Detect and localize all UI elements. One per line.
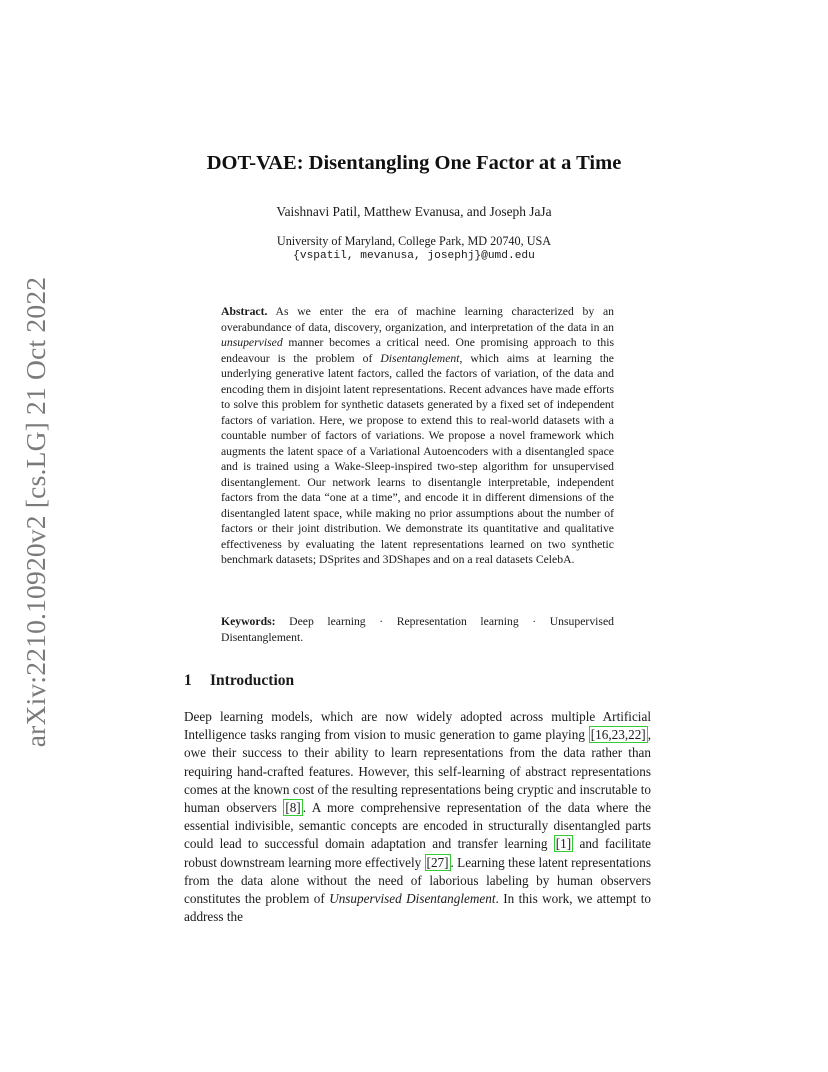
keywords <box>221 614 614 645</box>
abstract-emphasis-1: unsupervised <box>221 336 283 349</box>
intro-text-6: . In this work, we attempt to address the <box>184 891 652 925</box>
abstract <box>221 304 614 568</box>
keywords-label: Keywords: <box>221 615 276 628</box>
abstract-label: Abstract. <box>221 305 268 318</box>
intro-text-3: . A more comprehensive representation of the data where the essential indivisible, semantic concepts are encoded in structurally disentangled parts could lead to successful domain adaptation and transfer learning <box>184 800 651 852</box>
abstract-text-1: As we enter the era of machine learning characterized by an overabundance of data, discovery, organization, and interpretation of the data in an <box>221 305 614 334</box>
intro-emphasis: Unsupervised Disentanglement <box>329 891 496 907</box>
intro-text-1: Deep learning models, which are now widely adopted across multiple Artificial Intelligence tasks ranging from vision to music generation to game playing <box>184 709 651 743</box>
section-heading <box>184 672 294 690</box>
arxiv-identifier-stamp: arXiv:2210.10920v2 [cs.LG] 21 Oct 2022 <box>20 276 51 748</box>
citation-link[interactable]: [1] <box>555 836 572 852</box>
paper-authors: Vaishnavi Patil, Matthew Evanusa, and Joseph JaJa <box>276 204 552 219</box>
section-number: 1 <box>184 672 192 689</box>
keywords-text: Deep learning · Representation learning · Unsupervised Disentanglement. <box>221 615 614 644</box>
author-emails: {vspatil, mevanusa, josephj}@umd.edu <box>293 250 535 262</box>
intro-text-4: and facilitate robust downstream learning more effectively <box>184 836 651 870</box>
intro-text-2: , owe their success to their ability to learn representations from the data rather than requiring hand-crafted features. However, this self-learning of abstract representations comes at the known cost of the resulting representations being cryptic and inscrutable to human observers <box>184 727 651 816</box>
affiliation: University of Maryland, College Park, MD 20740, USA <box>276 234 552 248</box>
citation-link[interactable]: [8] <box>285 800 301 816</box>
section-title: Introduction <box>210 672 295 689</box>
abstract-emphasis-2: Disentanglement <box>380 351 460 365</box>
intro-text-5: . Learning these latent representations from the data alone without the need of laborious labeling by human observers constitutes the problem of <box>184 854 651 907</box>
affiliation-block <box>0 234 828 264</box>
citation-link[interactable]: [16,23,22] <box>590 727 646 743</box>
abstract-text-2: manner becomes a critical need. One promising approach to this endeavour is the problem of <box>221 336 614 365</box>
introduction-body <box>184 708 651 926</box>
citation-link[interactable]: [27] <box>426 854 449 870</box>
abstract-text-3: , which aims at learning the underlying generative latent factors, called the factors of variation, of the data and encoding them in disjoint latent representations. Recent advances have made efforts to solve this problem for synthetic datasets generated by a fixed set of independent factors of variation. Here, we propose to extend this to real-world datasets with a countable number of factors of variations. We propose a novel framework which augments the latent space of a Variational Autoencoders with a disentangled space and is trained using a Wake-Sleep-inspired two-step algorithm for unsupervised disentanglement. Our network learns to disentangle interpretable, independent factors from the data “one at a time”, and encode it in different dimensions of the disentangled latent space, while making no prior assumptions about the number of factors or their joint distribution. We demonstrate its quantitative and qualitative effectiveness by evaluating the latent representations learned on two synthetic benchmark datasets; DSprites and 3DShapes and on a real datasets CelebA. <box>221 351 614 566</box>
paper-title: DOT-VAE: Disentangling One Factor at a Time <box>206 152 622 174</box>
